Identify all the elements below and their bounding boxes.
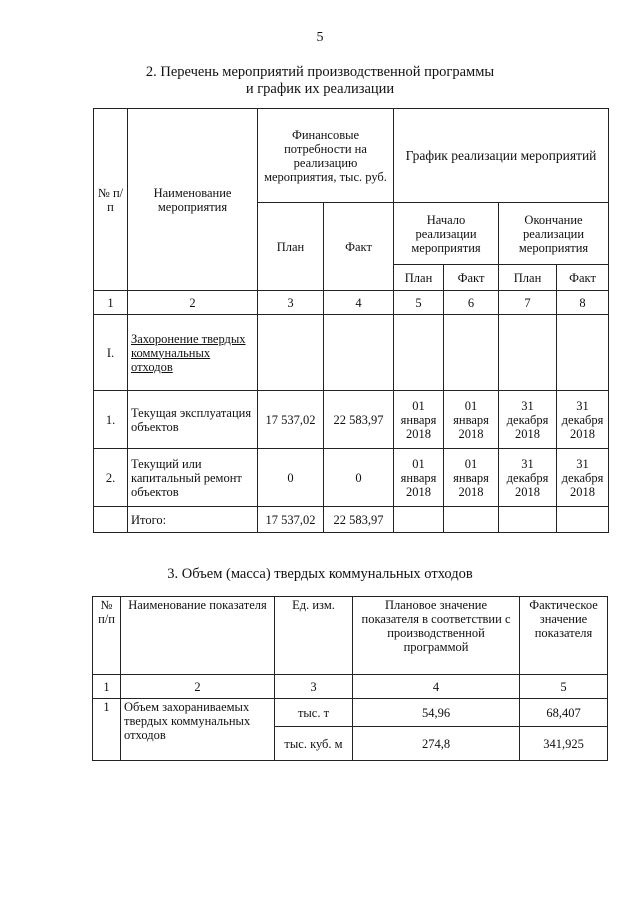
header-end: Окончание реализации мероприятия bbox=[499, 203, 609, 265]
col-number: 5 bbox=[394, 291, 444, 315]
header-finance-fact: Факт bbox=[324, 203, 394, 291]
column-numbers-row bbox=[93, 675, 608, 699]
table-row bbox=[94, 391, 609, 449]
row-plan: 17 537,02 bbox=[258, 391, 324, 449]
total-fact: 22 583,97 bbox=[324, 507, 394, 533]
total-num bbox=[94, 507, 128, 533]
row-start-plan bbox=[394, 315, 444, 391]
row-name-text: Захоронение твердых коммунальных отходов bbox=[131, 331, 246, 374]
page-number: 5 bbox=[316, 30, 324, 45]
header-name: Наименование показателя bbox=[121, 597, 275, 675]
section2-title bbox=[0, 64, 640, 98]
row-end-plan bbox=[499, 315, 557, 391]
table-row bbox=[94, 315, 609, 391]
total-empty bbox=[394, 507, 444, 533]
row-name: Объем захораниваемых твердых коммунальных отходов bbox=[121, 699, 275, 761]
header-num: № п/п bbox=[94, 109, 128, 291]
header-finance: Финансовые потребности на реализацию мероприятия, тыс. руб. bbox=[258, 109, 394, 203]
row-actual: 68,407 bbox=[520, 699, 608, 727]
header-name: Наименование мероприятия bbox=[128, 109, 258, 291]
row-num: 1 bbox=[93, 699, 121, 761]
col-number: 3 bbox=[258, 291, 324, 315]
row-planned: 54,96 bbox=[353, 699, 520, 727]
table-row bbox=[93, 699, 608, 727]
col-number: 2 bbox=[121, 675, 275, 699]
row-num: 1. bbox=[94, 391, 128, 449]
column-numbers-row bbox=[94, 291, 609, 315]
row-unit: тыс. куб. м bbox=[275, 727, 353, 761]
row-end-fact: 31 декабря 2018 bbox=[557, 391, 609, 449]
header-start-plan: План bbox=[394, 265, 444, 291]
total-empty bbox=[444, 507, 499, 533]
col-number: 8 bbox=[557, 291, 609, 315]
row-start-plan: 01 января 2018 bbox=[394, 449, 444, 507]
col-number: 5 bbox=[520, 675, 608, 699]
row-unit: тыс. т bbox=[275, 699, 353, 727]
row-plan bbox=[258, 315, 324, 391]
col-number: 7 bbox=[499, 291, 557, 315]
section2-title-line2: и график их реализации bbox=[245, 81, 395, 97]
row-start-fact: 01 января 2018 bbox=[444, 391, 499, 449]
col-number: 1 bbox=[94, 291, 128, 315]
row-name: Текущая эксплуатация объектов bbox=[128, 391, 258, 449]
row-fact bbox=[324, 315, 394, 391]
col-number: 6 bbox=[444, 291, 499, 315]
waste-volume-table bbox=[92, 596, 608, 761]
total-label: Итого: bbox=[128, 507, 258, 533]
total-empty bbox=[557, 507, 609, 533]
row-end-fact: 31 декабря 2018 bbox=[557, 449, 609, 507]
total-empty bbox=[499, 507, 557, 533]
row-actual: 341,925 bbox=[520, 727, 608, 761]
header-actual: Фактическое значение показателя bbox=[520, 597, 608, 675]
table-row bbox=[94, 449, 609, 507]
row-start-plan: 01 января 2018 bbox=[394, 391, 444, 449]
header-end-plan: План bbox=[499, 265, 557, 291]
col-number: 3 bbox=[275, 675, 353, 699]
row-end-fact bbox=[557, 315, 609, 391]
col-number: 4 bbox=[353, 675, 520, 699]
header-schedule: График реализации мероприятий bbox=[394, 109, 609, 203]
row-name: Текущий или капитальный ремонт объектов bbox=[128, 449, 258, 507]
row-plan: 0 bbox=[258, 449, 324, 507]
row-num: 2. bbox=[94, 449, 128, 507]
row-planned: 274,8 bbox=[353, 727, 520, 761]
row-end-plan: 31 декабря 2018 bbox=[499, 391, 557, 449]
row-end-plan: 31 декабря 2018 bbox=[499, 449, 557, 507]
header-num: № п/п bbox=[93, 597, 121, 675]
col-number: 1 bbox=[93, 675, 121, 699]
header-finance-plan: План bbox=[258, 203, 324, 291]
section3-title: 3. Объем (масса) твердых коммунальных отходов bbox=[167, 566, 473, 582]
section2-title-line1: 2. Перечень мероприятий производственной программы bbox=[145, 64, 495, 80]
header-start-fact: Факт bbox=[444, 265, 499, 291]
row-fact: 22 583,97 bbox=[324, 391, 394, 449]
col-number: 4 bbox=[324, 291, 394, 315]
row-name bbox=[128, 315, 258, 391]
row-num: I. bbox=[94, 315, 128, 391]
row-start-fact: 01 января 2018 bbox=[444, 449, 499, 507]
row-start-fact bbox=[444, 315, 499, 391]
header-end-fact: Факт bbox=[557, 265, 609, 291]
header-start: Начало реализации мероприятия bbox=[394, 203, 499, 265]
total-row bbox=[94, 507, 609, 533]
col-number: 2 bbox=[128, 291, 258, 315]
header-unit: Ед. изм. bbox=[275, 597, 353, 675]
row-fact: 0 bbox=[324, 449, 394, 507]
activities-table bbox=[93, 108, 609, 533]
total-plan: 17 537,02 bbox=[258, 507, 324, 533]
header-planned: Плановое значение показателя в соответствии с производственной программой bbox=[353, 597, 520, 675]
